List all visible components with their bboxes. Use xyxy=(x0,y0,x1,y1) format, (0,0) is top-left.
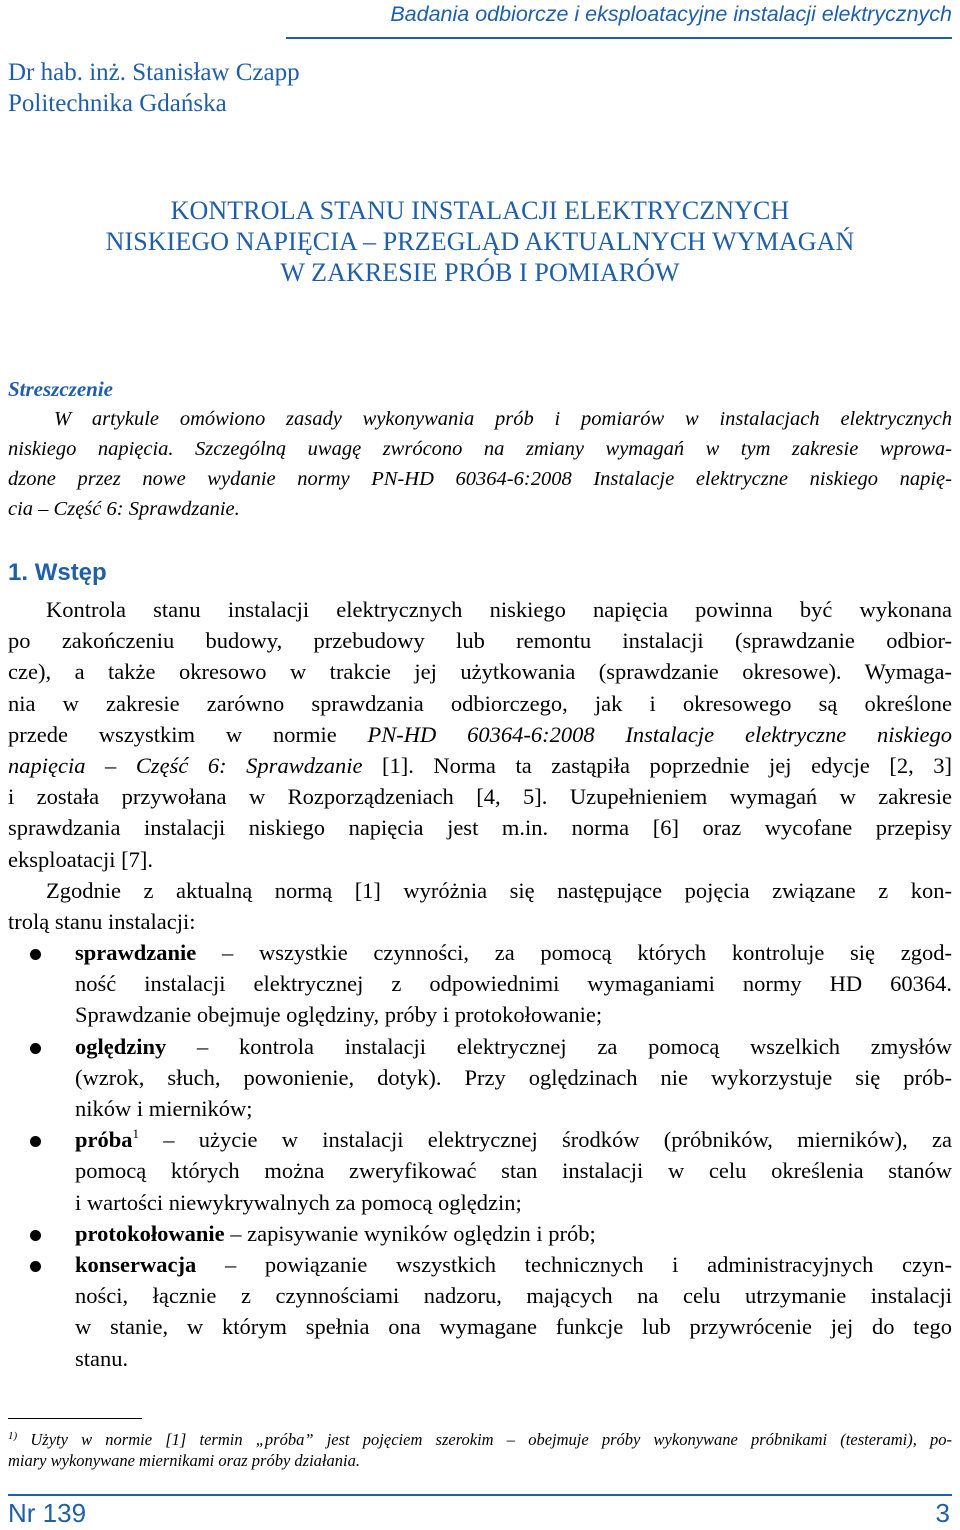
body-line: trolą stanu instalacji: xyxy=(8,908,196,934)
running-title: Badania odbiorcze i eksploatacyjne instalacji elektrycznych xyxy=(390,2,952,26)
list-item-line: Sprawdzanie obejmuje oględziny, próby i protokołowanie; xyxy=(75,1002,603,1028)
list-item-line: pomocą których można zweryfikować stan instalacji w celu określenia stanów xyxy=(75,1158,952,1184)
body-line: Kontrola stanu instalacji elektrycznych niskiego napięcia powinna być wykonana xyxy=(46,597,952,622)
footnote-text: Użyty w normie [1] termin „próba” jest pojęciem szerokim – obejmuje próby wykonywane próbnikami (testerami), po- xyxy=(17,1430,952,1449)
section-title: Wstęp xyxy=(34,559,107,586)
page-number: 3 xyxy=(935,1498,950,1528)
definition-term: oględziny xyxy=(75,1033,167,1059)
body-line: eksploatacji [7]. xyxy=(8,846,153,872)
definitions-list xyxy=(8,937,952,1374)
footnote-line: miary wykonywane miernikami oraz próby działania. xyxy=(8,1451,360,1470)
abstract-heading: Streszczenie xyxy=(8,377,113,401)
list-item xyxy=(8,1031,952,1062)
title-line: KONTROLA STANU INSTALACJI ELEKTRYCZNYCH xyxy=(170,196,790,225)
article-body xyxy=(8,594,952,1374)
definition-term: konserwacja xyxy=(75,1251,197,1277)
definition-text: – wszystkie czynności, za pomocą których kontroluje się zgod- xyxy=(196,940,952,966)
abstract xyxy=(8,374,952,524)
footnote-rule xyxy=(8,1418,142,1419)
list-item xyxy=(8,1124,952,1155)
definition-text: – użycie w instalacji elektrycznej środków (próbników, mierników), za xyxy=(139,1127,952,1153)
list-item-line: w stanie, w którym spełnia ona wymagane funkcje lub przywrócenie jej do tego xyxy=(75,1314,952,1340)
article-title xyxy=(0,195,960,288)
definition-term: próba xyxy=(75,1127,133,1153)
body-line: cze), a także okresowo w trakcie jej użytkowania (sprawdzanie okresowe). Wymaga- xyxy=(8,659,952,685)
title-line: W ZAKRESIE PRÓB I POMIARÓW xyxy=(280,258,680,287)
definition-text: – zapisywanie wyników oględzin i prób; xyxy=(224,1220,596,1246)
list-item xyxy=(8,1218,952,1249)
bullet-icon xyxy=(30,1230,41,1241)
definition-text: – kontrola instalacji elektrycznej za pomocą wszelkich zmysłów xyxy=(166,1033,952,1059)
body-line: sprawdzania instalacji niskiego napięcia jest m.in. norma [6] oraz wycofane przepisy xyxy=(8,815,952,841)
abstract-line: niskiego napięcia. Szczególną uwagę zwrócono na zmiany wymagań w tym zakresie wprowa- xyxy=(8,438,952,460)
list-item-line: i wartości niewykrywalnych za pomocą oględzin; xyxy=(75,1189,522,1215)
body-line: po zakończeniu budowy, przebudowy lub remontu instalacji (sprawdzanie odbior- xyxy=(8,628,952,654)
bullet-icon xyxy=(30,949,41,960)
bullet-icon xyxy=(30,1261,41,1272)
body-text: [1]. Norma ta zastąpiła poprzednie jej edycje [2, 3] xyxy=(362,752,952,778)
body-line: Zgodnie z aktualną normą [1] wyróżnia się następujące pojęcia związane z kon- xyxy=(46,877,952,903)
bullet-icon xyxy=(30,1043,41,1054)
footnote-ref: 1 xyxy=(132,1126,140,1142)
footnote xyxy=(8,1429,952,1471)
definition-text: – powiązanie wszystkich technicznych i administracyjnych czyn- xyxy=(196,1251,952,1277)
footnote-marker: 1) xyxy=(8,1430,18,1442)
abstract-line: dzone przez nowe wydanie normy PN-HD 60364-6:2008 Instalacje elektryczne niskiego napię- xyxy=(8,468,952,490)
list-item-line: (wzrok, słuch, powonienie, dotyk). Przy oględzinach nie wykorzystuje się prób- xyxy=(75,1064,952,1090)
list-item-line: stanu. xyxy=(75,1345,129,1371)
title-line: NISKIEGO NAPIĘCIA – PRZEGLĄD AKTUALNYCH WYMAGAŃ xyxy=(105,227,855,256)
standard-title-cont: napięcia – Część 6: Sprawdzanie xyxy=(8,752,363,778)
body-line xyxy=(8,750,952,781)
author-block xyxy=(8,57,300,119)
footnote-line xyxy=(8,1429,952,1450)
body-line xyxy=(8,719,952,750)
footer-rule xyxy=(8,1494,952,1496)
header-rule xyxy=(286,37,952,39)
list-item-line: ników i mierników; xyxy=(75,1096,253,1121)
list-item-line: ność instalacji elektrycznej z odpowiednimi wymaganiami normy HD 60364. xyxy=(75,971,952,997)
list-item xyxy=(8,937,952,968)
definition-term: protokołowanie xyxy=(75,1220,225,1246)
body-line: nia w zakresie zarówno sprawdzania odbiorczego, jak i okresowego są określone xyxy=(8,690,952,716)
abstract-line: W artykule omówiono zasady wykonywania prób i pomiarów w instalacjach elektrycznych xyxy=(54,408,952,430)
body-line: i została przywołana w Rozporządzeniach [4, 5]. Uzupełnieniem wymagań w zakresie xyxy=(8,784,952,810)
abstract-line: cia – Część 6: Sprawdzanie. xyxy=(8,498,240,520)
definition-term: sprawdzanie xyxy=(75,940,197,966)
list-item-line: ności, łącznie z czynnościami nadzoru, mających na celu utrzymanie instalacji xyxy=(75,1283,952,1309)
author-name: Dr hab. inż. Stanisław Czapp xyxy=(8,59,300,86)
section-number: 1. xyxy=(8,559,29,586)
bullet-icon xyxy=(30,1136,41,1147)
author-affiliation: Politechnika Gdańska xyxy=(8,90,227,117)
section-heading xyxy=(8,557,107,589)
standard-title: PN-HD 60364-6:2008 Instalacje elektryczne niskiego xyxy=(367,721,952,747)
issue-number: Nr 139 xyxy=(8,1498,87,1528)
body-text: przede wszystkim w normie xyxy=(8,721,368,747)
list-item xyxy=(8,1249,952,1280)
